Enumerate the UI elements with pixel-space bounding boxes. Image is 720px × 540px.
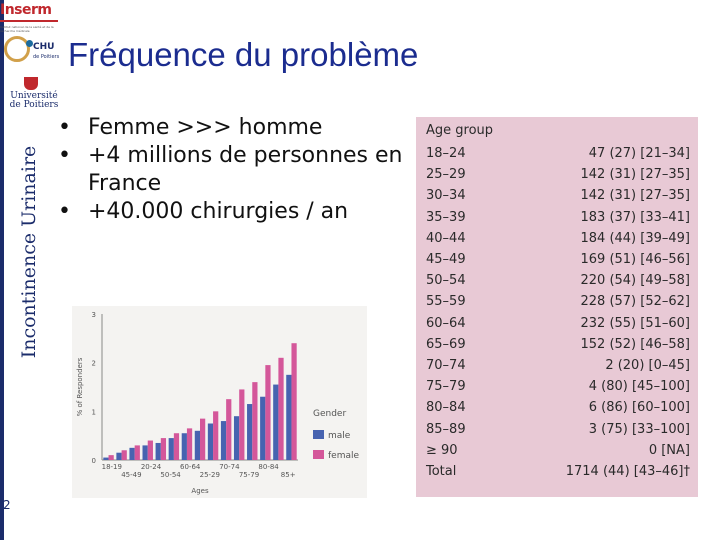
table-row — [426, 443, 690, 463]
bar-male — [143, 445, 148, 460]
x-tick-label: 85+ — [280, 471, 296, 479]
y-tick-label: 1 — [91, 408, 96, 417]
bar-male — [129, 448, 134, 460]
value-cell: 1714 (44) [43–46]† — [565, 464, 690, 479]
table-row — [426, 210, 690, 230]
value-cell: 2 (20) [0–45] — [605, 358, 690, 373]
bar-male — [221, 421, 226, 460]
table-row — [426, 231, 690, 251]
value-cell: 183 (37) [33–41] — [580, 209, 690, 225]
chu-city: de Poitiers — [33, 54, 60, 60]
chart-svg — [72, 306, 367, 498]
bar-male — [208, 424, 213, 461]
table-row — [426, 146, 690, 166]
bullet-icon: • — [58, 199, 71, 224]
x-tick-label: 80-84 — [258, 463, 279, 471]
value-cell: 152 (52) [46–58] — [580, 336, 690, 352]
bar-female — [174, 433, 179, 460]
value-cell: 220 (54) [49–58] — [580, 273, 690, 289]
responders-chart — [72, 306, 367, 498]
value-cell: 228 (57) [52–62] — [580, 294, 690, 310]
bar-female — [109, 455, 114, 460]
value-cell: 3 (75) [33–100] — [588, 421, 690, 437]
bar-female — [239, 389, 244, 460]
bar-male — [273, 385, 278, 460]
table-row — [426, 273, 690, 293]
bar-female — [213, 411, 218, 460]
y-axis-label: % of Responders — [76, 357, 84, 417]
age-cell: 75–79 — [426, 379, 466, 395]
slide-title: Fréquence du problème — [68, 36, 419, 73]
value-cell: 6 (86) [60–100] — [588, 400, 690, 416]
age-cell: 50–54 — [426, 273, 466, 289]
bar-male — [234, 416, 239, 460]
table-row — [426, 400, 690, 420]
legend-swatch-female — [313, 450, 324, 459]
table-row — [426, 252, 690, 272]
bar-female — [278, 358, 283, 460]
logo-group — [0, 0, 62, 112]
age-group-table — [416, 117, 698, 497]
age-cell: 18–24 — [426, 146, 466, 161]
x-tick-label: 70-74 — [219, 463, 240, 471]
x-tick-label: 75-79 — [238, 471, 260, 479]
bar-female — [252, 382, 257, 460]
bar-female — [200, 419, 205, 460]
bullet-icon: • — [58, 115, 71, 140]
inserm-logo: Inserm — [0, 2, 52, 18]
age-cell: 70–74 — [426, 358, 466, 373]
bar-female — [135, 445, 140, 460]
age-cell: 45–49 — [426, 252, 466, 267]
y-tick-label: 2 — [91, 359, 96, 368]
university-logo-text: Université de Poitiers — [9, 91, 59, 110]
table-row — [426, 358, 690, 378]
bullet-list — [58, 114, 418, 226]
bar-female — [161, 438, 166, 460]
table-row — [426, 464, 690, 484]
bullet-text: +4 millions de personnes en France — [88, 143, 403, 196]
bar-male — [116, 453, 121, 460]
age-cell: 30–34 — [426, 188, 466, 204]
age-cell: 60–64 — [426, 315, 466, 331]
age-cell: Total — [426, 464, 457, 479]
y-tick-label: 0 — [91, 457, 96, 465]
age-cell: 65–69 — [426, 336, 466, 352]
bullet-icon: • — [58, 143, 71, 168]
value-cell: 184 (44) [39–49] — [580, 230, 690, 246]
age-cell: ≥ 90 — [426, 442, 458, 458]
bullet-item — [58, 142, 418, 198]
inserm-tagline: Institut national de la santé et de la recherche médicale — [0, 25, 54, 33]
chu-ring-icon — [4, 36, 30, 62]
age-cell: 85–89 — [426, 421, 466, 437]
bar-male — [156, 443, 161, 460]
bar-male — [286, 375, 291, 460]
bullet-text: +40.000 chirurgies / an — [88, 199, 349, 224]
legend-swatch-male — [313, 430, 324, 439]
bullet-item — [58, 198, 418, 226]
table-row — [426, 316, 690, 336]
table-row — [426, 188, 690, 208]
vertical-title: Incontinence Urinaire — [18, 145, 40, 359]
x-tick-label: 50-54 — [160, 471, 181, 479]
bar-female — [265, 365, 270, 460]
legend-label-female: female — [328, 451, 360, 461]
x-tick-label: 18-19 — [101, 463, 122, 471]
bar-female — [122, 450, 127, 460]
legend-label-male: male — [328, 431, 351, 441]
bar-female — [187, 428, 192, 460]
x-tick-label: 60-64 — [180, 463, 201, 471]
bullet-item — [58, 114, 418, 142]
bar-male — [247, 404, 252, 460]
age-cell: 40–44 — [426, 230, 466, 246]
bar-male — [195, 431, 200, 460]
bar-female — [291, 343, 296, 460]
bar-male — [169, 438, 174, 460]
bar-male — [182, 433, 187, 460]
chu-logo-text: CHU — [33, 42, 55, 52]
table-row — [426, 422, 690, 442]
legend-title: Gender — [313, 409, 347, 419]
bar-male — [260, 397, 265, 460]
table-row — [426, 379, 690, 399]
table-row — [426, 294, 690, 314]
table-header: Age group — [426, 123, 494, 138]
value-cell: 0 [NA] — [648, 442, 690, 458]
table-row — [426, 167, 690, 187]
x-tick-label: 45-49 — [121, 471, 142, 479]
table-row — [426, 337, 690, 357]
value-cell: 169 (51) [46–56] — [580, 252, 690, 267]
bar-male — [103, 458, 108, 460]
university-shield-icon — [24, 77, 38, 90]
bar-female — [148, 441, 153, 460]
value-cell: 142 (31) [27–35] — [580, 167, 690, 183]
y-tick-label: 3 — [91, 311, 96, 319]
bullet-text: Femme >>> homme — [88, 115, 323, 140]
age-cell: 80–84 — [426, 400, 466, 416]
value-cell: 4 (80) [45–100] — [588, 379, 690, 395]
inserm-underline — [0, 20, 58, 22]
value-cell: 47 (27) [21–34] — [588, 146, 690, 161]
slide-number: 2 — [3, 498, 11, 512]
x-tick-label: 25-29 — [199, 471, 220, 479]
age-cell: 35–39 — [426, 209, 466, 225]
bar-female — [226, 399, 231, 460]
value-cell: 142 (31) [27–35] — [580, 188, 690, 204]
age-cell: 55–59 — [426, 294, 466, 310]
x-axis-label: Ages — [191, 487, 209, 495]
age-cell: 25–29 — [426, 167, 466, 183]
value-cell: 232 (55) [51–60] — [580, 315, 690, 331]
chu-dot-icon — [26, 40, 33, 47]
x-tick-label: 20-24 — [140, 463, 162, 471]
